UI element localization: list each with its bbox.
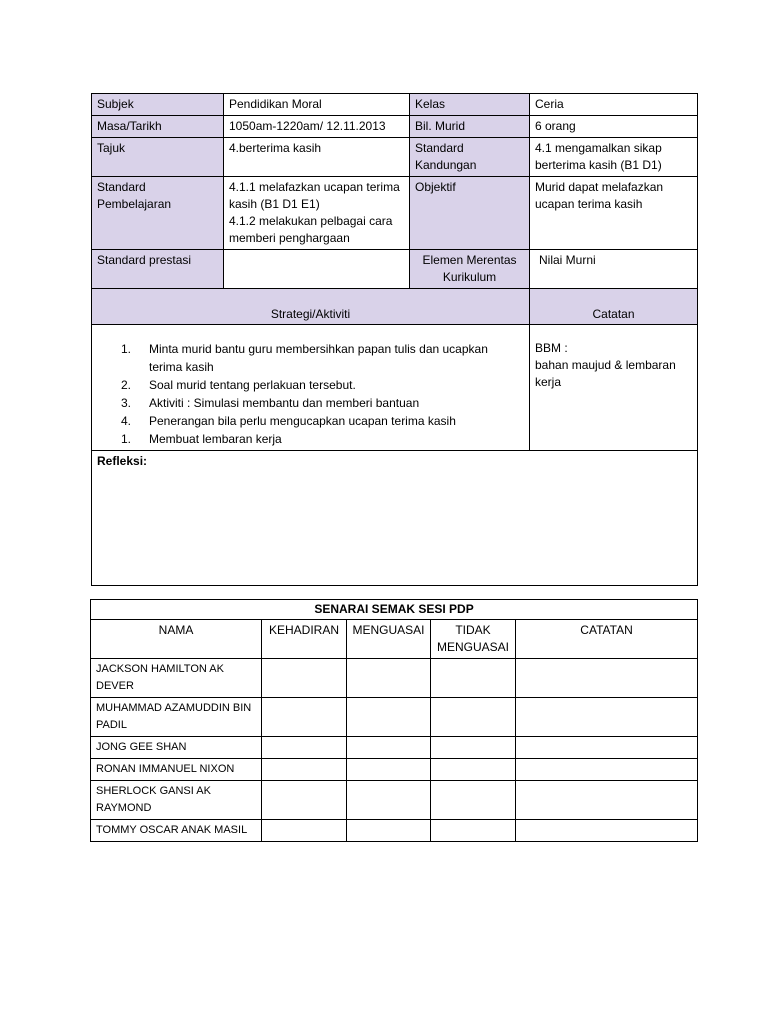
student-row (91, 698, 698, 737)
kehadiran-cell (262, 781, 347, 820)
checklist-table (90, 599, 698, 842)
student-row (91, 820, 698, 842)
kehadiran-cell (262, 698, 347, 737)
header-menguasai: MENGUASAI (347, 620, 431, 659)
bil-murid-label: Bil. Murid (410, 116, 530, 138)
catatan-cell (516, 820, 698, 842)
catatan-cell (516, 759, 698, 781)
activity-text: Membuat lembaran kerja (149, 432, 282, 446)
activity-number: 4. (121, 414, 132, 428)
standard-prestasi-value (224, 250, 410, 289)
catatan-cell (516, 781, 698, 820)
standard-pembelajaran-label: Standard Pembelajaran (92, 177, 224, 250)
kelas-value: Ceria (530, 94, 698, 116)
student-name: SHERLOCK GANSI AK RAYMOND (91, 781, 262, 820)
student-name: TOMMY OSCAR ANAK MASIL (91, 820, 262, 842)
student-rows (91, 659, 698, 842)
tidak-menguasai-cell (431, 820, 516, 842)
menguasai-cell (347, 737, 431, 759)
activity-text: Aktiviti : Simulasi membantu dan memberi bantuan (149, 396, 420, 410)
menguasai-cell (347, 698, 431, 737)
kehadiran-cell (262, 820, 347, 842)
student-row (91, 759, 698, 781)
tidak-menguasai-cell (431, 781, 516, 820)
activity-text: Soal murid tentang perlakuan tersebut. (149, 378, 356, 392)
menguasai-cell (347, 759, 431, 781)
activity-item (121, 376, 509, 394)
objektif-label: Objektif (410, 177, 530, 250)
kehadiran-cell (262, 659, 347, 698)
tidak-menguasai-cell (431, 759, 516, 781)
student-row (91, 659, 698, 698)
activity-number: 1. (121, 432, 132, 446)
catatan-cell (516, 737, 698, 759)
student-row (91, 781, 698, 820)
student-name: MUHAMMAD AZAMUDDIN BIN PADIL (91, 698, 262, 737)
menguasai-cell (347, 820, 431, 842)
tidak-menguasai-cell (431, 659, 516, 698)
tidak-menguasai-cell (431, 698, 516, 737)
elemen-merentas-label: Elemen Merentas Kurikulum (410, 250, 530, 289)
lesson-plan-table (91, 93, 698, 586)
activity-item (121, 394, 509, 412)
bbm-value: bahan maujud & lembaran kerja (535, 358, 676, 389)
standard-prestasi-label: Standard prestasi (92, 250, 224, 289)
tajuk-label: Tajuk (92, 138, 224, 177)
kehadiran-cell (262, 759, 347, 781)
tajuk-value: 4.berterima kasih (224, 138, 410, 177)
catatan-cell (516, 698, 698, 737)
header-tidak-menguasai: TIDAK MENGUASAI (431, 620, 516, 659)
header-nama: NAMA (91, 620, 262, 659)
objektif-value: Murid dapat melafazkan ucapan terima kasih (530, 177, 698, 250)
sp-item-1: 4.1.1 melafazkan ucapan terima kasih (B1 D1 E1) (229, 180, 400, 211)
catatan-cell (530, 325, 698, 451)
activities-list (97, 340, 509, 448)
activity-item (121, 430, 509, 448)
sp-item-2: 4.1.2 melakukan pelbagai cara memberi penghargaan (229, 214, 393, 245)
tidak-menguasai-cell (431, 737, 516, 759)
header-kehadiran: KEHADIRAN (262, 620, 347, 659)
student-row (91, 737, 698, 759)
activity-text: Minta murid bantu guru membersihkan papan tulis dan ucapkan terima kasih (149, 342, 488, 374)
header-catatan: CATATAN (516, 620, 698, 659)
standard-pembelajaran-value (224, 177, 410, 250)
activity-number: 3. (121, 396, 132, 410)
catatan-cell (516, 659, 698, 698)
subjek-label: Subjek (92, 94, 224, 116)
subjek-value: Pendidikan Moral (224, 94, 410, 116)
student-name: JONG GEE SHAN (91, 737, 262, 759)
catatan-header: Catatan (530, 289, 698, 325)
masa-label: Masa/Tarikh (92, 116, 224, 138)
standard-kandungan-value: 4.1 mengamalkan sikap berterima kasih (B1 D1) (530, 138, 698, 177)
refleksi-cell (92, 451, 698, 586)
student-name: RONAN IMMANUEL NIXON (91, 759, 262, 781)
activity-item (121, 340, 509, 376)
masa-value: 1050am-1220am/ 12.11.2013 (224, 116, 410, 138)
strategi-header: Strategi/Aktiviti (92, 289, 530, 325)
bbm-label: BBM : (535, 341, 568, 355)
activity-number: 2. (121, 378, 132, 392)
menguasai-cell (347, 659, 431, 698)
activity-item (121, 412, 509, 430)
activities-cell (92, 325, 530, 451)
standard-kandungan-label: Standard Kandungan (410, 138, 530, 177)
nilai-murni-text: Nilai Murni (539, 253, 596, 267)
activity-text: Penerangan bila perlu mengucapkan ucapan terima kasih (149, 414, 456, 428)
refleksi-label: Refleksi: (97, 454, 148, 468)
kehadiran-cell (262, 737, 347, 759)
checklist-title: SENARAI SEMAK SESI PDP (91, 600, 698, 620)
elemen-merentas-value (530, 250, 698, 289)
student-name: JACKSON HAMILTON AK DEVER (91, 659, 262, 698)
kelas-label: Kelas (410, 94, 530, 116)
activity-number: 1. (121, 342, 132, 356)
menguasai-cell (347, 781, 431, 820)
bil-murid-value: 6 orang (530, 116, 698, 138)
